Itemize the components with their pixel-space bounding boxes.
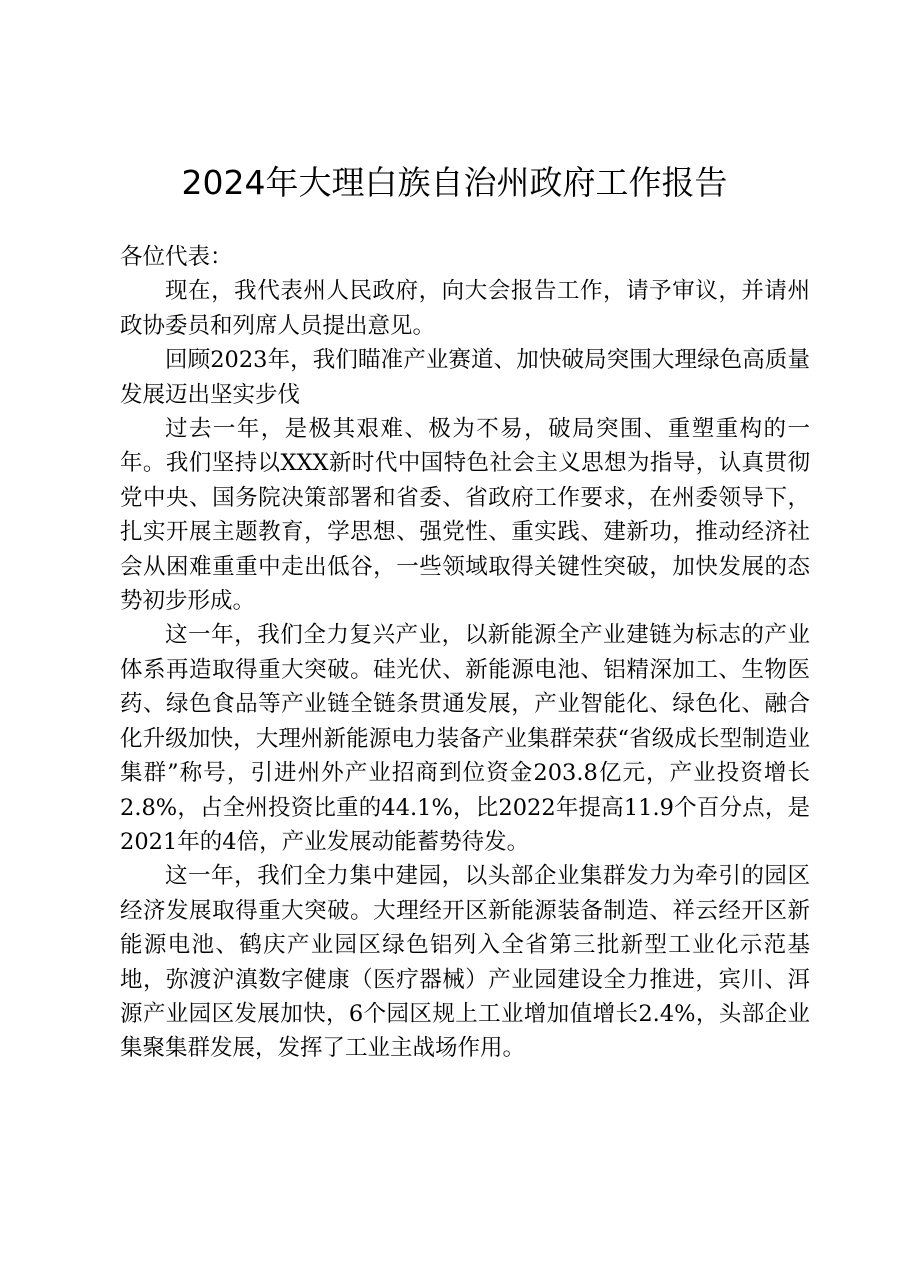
document-body — [120, 240, 810, 1066]
paragraph-parks: 这一年，我们全力集中建园，以头部企业集群发力为牵引的园区经济发展取得重大突破。大理经开区新能源装备制造、祥云经开区新能源电池、鹤庆产业园区绿色铝列入全省第三批新型工业化示范基地，弥渡沪滇数字健康（医疗器械）产业园建设全力推进，宾川、洱源产业园区发展加快，6个园区规上工业增加值增长2.4%，头部企业集聚集群发展，发挥了工业主战场作用。 — [120, 863, 810, 1062]
paragraph-opening: 现在，我代表州人民政府，向大会报告工作，请予审议，并请州政协委员和列席人员提出意见。 — [120, 278, 810, 339]
paragraph-industry: 这一年，我们全力复兴产业，以新能源全产业建链为标志的产业体系再造取得重大突破。硅光伏、新能源电池、铝精深加工、生物医药、绿色食品等产业链全链条贯通发展，产业智能化、绿色化、融合化升级加快，大理州新能源电力装备产业集群荣获“省级成长型制造业集群”称号，引进州外产业招商到位资金203.8亿元，产业投资增长2.8%，占全州投资比重的44.1%，比2022年提高11.9个百分点，是2021年的4倍，产业发展动能蓄势待发。 — [120, 622, 810, 855]
document-title: 2024年大理白族自治州政府工作报告 — [181, 163, 728, 202]
paragraph-review-heading: 回顾2023年，我们瞄准产业赛道、加快破局突围大理绿色高质量发展迈出坚实步伐 — [120, 347, 810, 408]
paragraph-past-year: 过去一年，是极其艰难、极为不易，破局突围、重塑重构的一年。我们坚持以XXX新时代中国特色社会主义思想为指导，认真贯彻党中央、国务院决策部署和省委、省政府工作要求，在州委领导下，扎实开展主题教育，学思想、强党性、重实践、建新功，推动经济社会从困难重重中走出低谷，一些领域取得关键性突破，加快发展的态势初步形成。 — [120, 416, 810, 615]
salutation: 各位代表： — [120, 244, 233, 270]
